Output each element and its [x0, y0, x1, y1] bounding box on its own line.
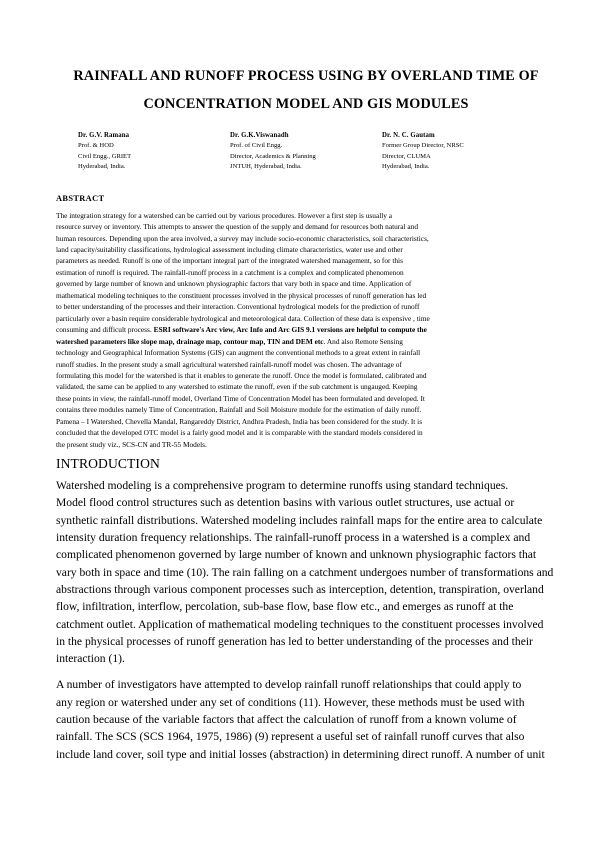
- abstract-line: particularly over a basin require considerable hydrological and meteorological data. Collection of these data is expensive , time: [56, 313, 430, 323]
- author-affiliation-2-line-3: JNTUH, Hyderabad, India.: [230, 163, 302, 171]
- author-name-3: Dr. N. C. Gautam: [382, 132, 435, 139]
- intro-line: Model flood control structures such as detention basins with various outlet structures, use actual or: [56, 496, 515, 510]
- author-name-1: Dr. G.V. Ramana: [78, 132, 130, 139]
- abstract-bold-segment-1: ESRI software's Arc view, Arc Info and Arc GIS 9.1 versions are helpful to compute the: [153, 325, 427, 335]
- intro-line: rainfall. The SCS (SCS 1964, 1975, 1986) (9) represent a useful set of rainfall runoff curves that also: [56, 730, 525, 744]
- author-column-2: [230, 131, 382, 173]
- abstract-body: [0, 210, 612, 451]
- abstract-line: Pamena – I Watershed, Chevella Mandal, Rangareddy District, Andhra Pradesh, India has been considered for the study. It is: [56, 416, 423, 426]
- intro-line: abstractions through various component processes such as interception, detention, transpiration, overland: [56, 582, 544, 596]
- abstract-after-bold: . And also Remote Sensing: [323, 336, 403, 346]
- author-affiliation-2-line-1: Prof. of Civil Engg.: [230, 142, 283, 150]
- intro-line: interaction (1).: [56, 652, 125, 666]
- abstract-line: formulating this model for the watershed is that it enables to generate the runoff. Once the model is formulated, calibrated and: [56, 370, 427, 380]
- abstract-line: validated, the same can be applied to any watershed to estimate the runoff, even if the sub catchment is ungauged. Keeping: [56, 382, 418, 392]
- author-affiliation-3-line-2: Director, CLUMA: [382, 152, 431, 160]
- author-affiliation-1-line-1: Prof. & HOD: [78, 142, 114, 150]
- intro-line: A number of investigators have attempted to develop rainfall runoff relationships that could apply to: [56, 678, 522, 692]
- intro-line: vary both in space and time (10). The rain falling on a catchment undergoes number of transformations and: [56, 565, 554, 579]
- author-block: [0, 131, 612, 173]
- document-page: [0, 62, 612, 854]
- abstract-line: contains three modules namely Time of Concentration, Rainfall and Soil Moisture module for the estimation of daily runoff.: [56, 405, 422, 415]
- intro-line: caution because of the variable factors that affect the calculation of runoff from a known volume of: [56, 713, 517, 726]
- intro-line: in the physical processes of runoff generation has led to better understanding of the processes and their: [56, 634, 533, 648]
- abstract-line: The integration strategy for a watershed can be carried out by various procedures. However a first step is usually a: [56, 210, 393, 220]
- author-name-2: Dr. G.K.Viswanadh: [230, 132, 289, 139]
- author-affiliation-3-line-1: Former Group Director, NRSC: [382, 142, 464, 150]
- intro-line: include land cover, soil type and initial losses (abstraction) in determining direct runoff. A number of unit: [56, 747, 545, 761]
- intro-line: Watershed modeling is a comprehensive program to determine runoffs using standard techniques.: [56, 479, 509, 493]
- abstract-line: concluded that the developed OTC model is a fairly good model and it is comparable with the standard models considered in: [56, 428, 423, 438]
- introduction-heading: INTRODUCTION: [56, 456, 160, 472]
- abstract-line: human resources. Depending upon the area involved, a survey may include socio-economic characteristics, soil characteristics,: [56, 233, 429, 243]
- abstract-line: governed by large number of known and unknown physiographic factors that vary both in space and time. Application of: [56, 279, 412, 289]
- intro-line: synthetic rainfall distributions. Watershed modeling includes rainfall maps for the entire area to calculate: [56, 513, 543, 527]
- title-line-1: RAINFALL AND RUNOFF PROCESS USING BY OVERLAND TIME OF: [73, 68, 539, 84]
- abstract-line: these points in view, the rainfall-runoff model, Overland Time of Concentration Model has been formulated and developed. It: [56, 393, 425, 403]
- abstract-bold-segment-2: watershed parameters like slope map, drainage map, contour map, TIN and DEM etc: [56, 336, 324, 346]
- author-column-1: [78, 131, 230, 173]
- intro-line: intensity duration frequency relationships. The rainfall-runoff process in a watershed is a complex and: [56, 531, 531, 545]
- author-affiliation-2-line-2: Director, Academics & Planning: [230, 152, 316, 160]
- introduction-paragraph-1: [56, 477, 560, 667]
- intro-line: catchment outlet. Application of mathematical modeling techniques to the constituent processes involved: [56, 617, 544, 631]
- author-affiliation-3-line-3: Hyderabad, India.: [382, 163, 430, 171]
- abstract-line: technology and Geographical Information Systems (GIS) can augment the conventional methods to a great extent in rainfall: [56, 348, 421, 358]
- intro-line: any region or watershed under any set of conditions (11). However, these methods must be used with: [56, 695, 525, 709]
- abstract-line: mathematical modeling techniques to the constituent processes involved in the physical processes of runoff generation has led: [56, 290, 427, 300]
- intro-line: flow, infiltration, interflow, percolation, sub-base flow, base flow etc., and emerges as runoff at the: [56, 600, 514, 614]
- abstract-heading: ABSTRACT: [56, 193, 105, 203]
- abstract-line: runoff studies. In the present study a small agricultural watershed rainfall-runoff model was chosen. The advantage of: [56, 359, 402, 369]
- abstract-line: resource survey or inventory. This attempts to answer the question of the supply and demand for resources both natural and: [56, 222, 418, 232]
- abstract-line-text: consuming and difficult process.: [56, 325, 154, 335]
- introduction-body: [0, 477, 612, 763]
- abstract-line-bold-tail: [56, 336, 556, 347]
- author-column-3: [382, 131, 542, 173]
- paper-title: [0, 62, 612, 118]
- abstract-line: the present study viz., SCS-CN and TR-55 Models.: [56, 439, 207, 449]
- abstract-line: to better understanding of the processes and their interaction. Conventional hydrological models for the prediction of runoff: [56, 302, 420, 312]
- abstract-line: land capacity/suitability classifications, hydrological assessment including climate characteristics, water use and other: [56, 244, 403, 254]
- intro-line: complicated phenomenon governed by large number of known and unknown physiographic factors that: [56, 548, 537, 562]
- abstract-line: estimation of runoff is required. The rainfall-runoff process in a catchment is a complex and complicated phenomenon: [56, 267, 404, 277]
- abstract-line-bold-lead: [56, 324, 556, 335]
- author-affiliation-1-line-2: Civil Engg., GRIET: [78, 152, 132, 160]
- introduction-paragraph-2: [56, 676, 560, 762]
- author-affiliation-1-line-3: Hyderabad, India.: [78, 163, 126, 171]
- abstract-line: parameters as needed. Runoff is one of the important integral part of the integrated watershed management, so for this: [56, 256, 403, 266]
- title-line-2: CONCENTRATION MODEL AND GIS MODULES: [143, 96, 469, 112]
